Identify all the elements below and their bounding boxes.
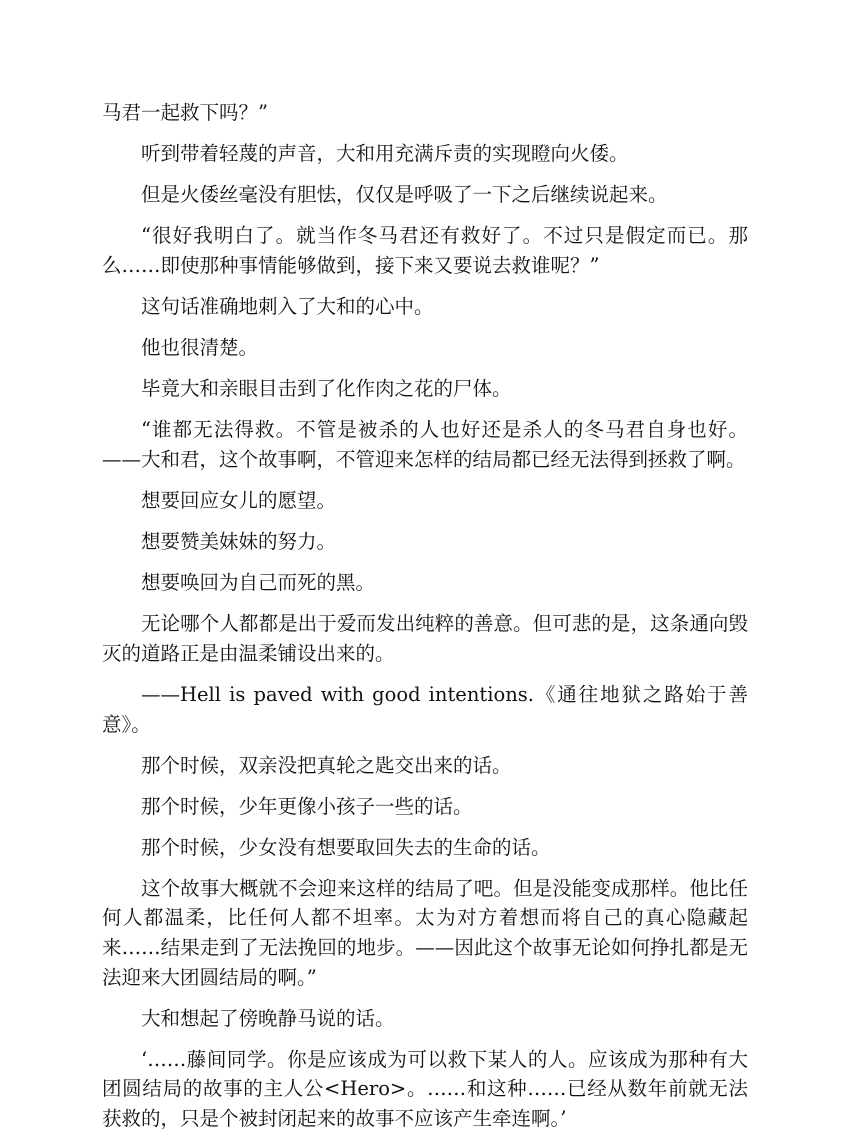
paragraph: 毕竟大和亲眼目击到了化作肉之花的尸体。 — [141, 377, 512, 401]
paragraph: 那个时候，少女没有想要取回失去的生命的话。 — [141, 835, 551, 859]
paragraph: 大和想起了傍晚静马说的话。 — [141, 1006, 395, 1030]
paragraph: 但是火倭丝毫没有胆怯，仅仅是呼吸了一下之后继续说起来。 — [141, 183, 668, 207]
paragraph: 想要赞美妹妹的努力。 — [141, 530, 337, 554]
paragraph: “很好我明白了。就当作冬马君还有救好了。不过只是假定而已。那么……即使那种事情能够做到，接下来又要说去救谁呢？” — [102, 224, 748, 277]
paragraph: 想要唤回为自己而死的黑。 — [141, 571, 376, 595]
paragraph: 听到带着轻蔑的声音，大和用充满斥责的实现瞪向火倭。 — [141, 142, 629, 166]
paragraph: 这句话准确地刺入了大和的心中。 — [141, 294, 434, 318]
paragraph: “谁都无法得救。不管是被杀的人也好还是杀人的冬马君自身也好。——大和君，这个故事啊，不管迎来怎样的结局都已经无法得到拯救了啊。 — [102, 418, 748, 471]
document-page — [102, 98, 748, 1145]
paragraph: 这个故事大概就不会迎来这样的结局了吧。但是没能变成那样。他比任何人都温柔，比任何人都不坦率。太为对方着想而将自己的真心隐藏起来……结果走到了无法挽回的地步。——因此这个故事无论如何挣扎都是无法迎来大团圆结局的啊。” — [102, 876, 748, 989]
paragraph: 那个时候，双亲没把真轮之匙交出来的话。 — [141, 753, 512, 777]
paragraph: 无论哪个人都都是出于爱而发出纯粹的善意。但可悲的是，这条通向毁灭的道路正是由温柔铺设出来的。 — [102, 612, 748, 665]
paragraph: ——Hell is paved with good intentions.《通往地狱之路始于善意》。 — [102, 682, 748, 736]
paragraph: 马君一起救下吗？” — [102, 101, 268, 124]
paragraph: 想要回应女儿的愿望。 — [141, 488, 337, 512]
paragraph: ‘……藤间同学。你是应该成为可以救下某人的人。应该成为那种有大团圆结局的故事的主人公<Hero>。……和这种……已经从数年前就无法获救的，只是个被封闭起来的故事不应该产生牵连啊。’ — [102, 1047, 748, 1131]
paragraph: 他也很清楚。 — [141, 336, 259, 360]
paragraph: 那个时候，少年更像小孩子一些的话。 — [141, 794, 473, 818]
